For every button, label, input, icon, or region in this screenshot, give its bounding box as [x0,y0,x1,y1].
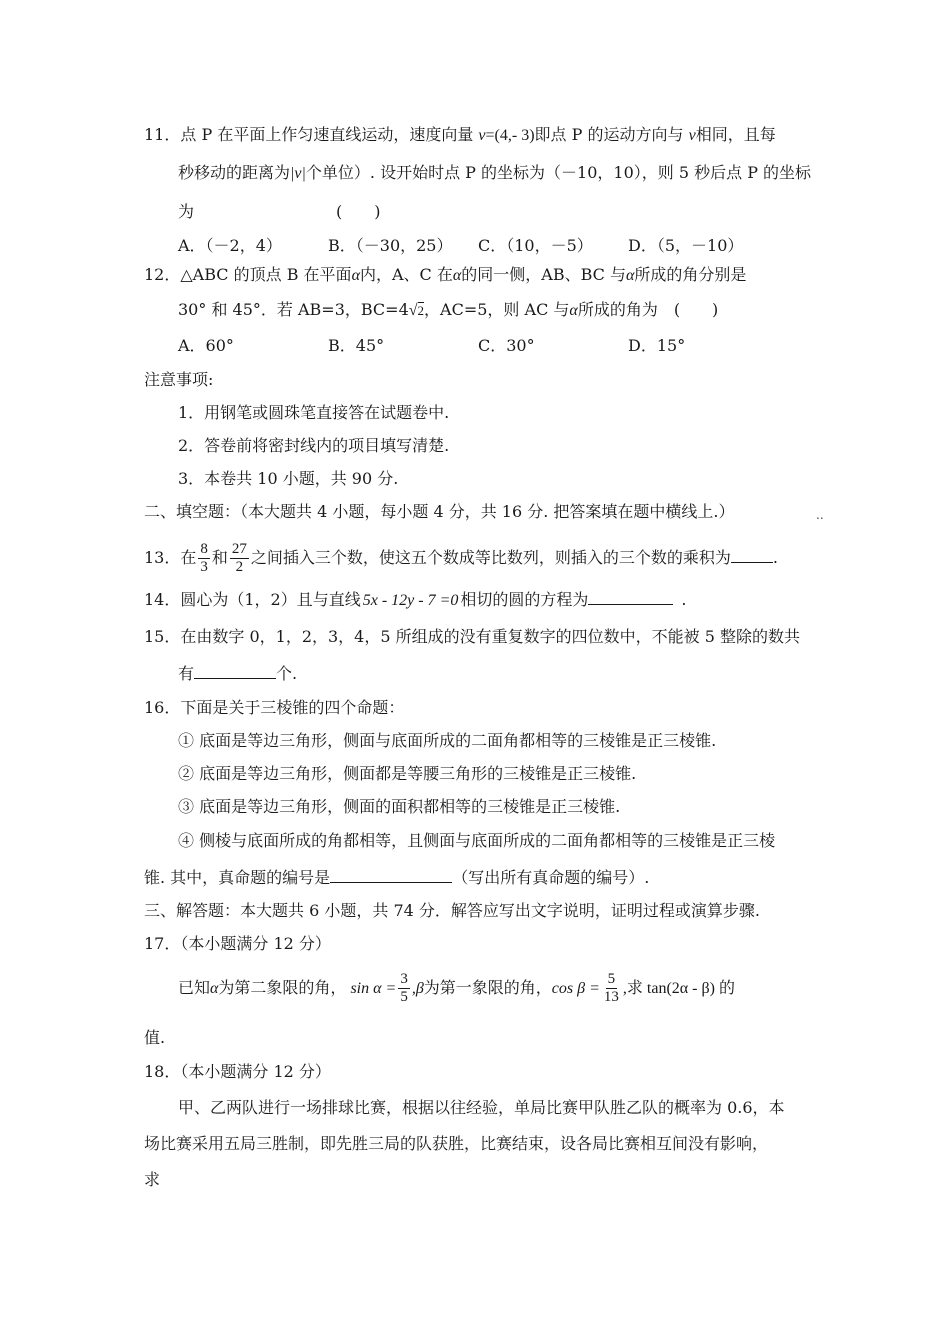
answer-paren: ( ) [336,202,381,221]
fraction-5-13: $\frac{5}{13}$ [603,971,619,1005]
fraction-3-5: $\frac{3}{5}$ [400,971,408,1005]
q13-line: 13．在 $\frac{8}{3}$ 和 $\frac{27}{2}$ 之间插入三个数，使这五个数成等比数列，则插入的三个数的乘积为 . [144,541,779,575]
section-3-title: 三、解答题：本大题共 6 小题，共 74 分．解答应写出文字说明，证明过程或演算步骤. [144,901,760,920]
answer-blank [194,664,276,679]
option-b: B．45° [328,336,385,355]
q12-line1: 12．△ABC 的顶点 B 在平面α内，A、C 在α的同一侧，AB、BC 与α所成的角分别是 [144,265,747,284]
q15-line1: 15．在由数字 0，1，2，3，4，5 所组成的没有重复数字的四位数中，不能被 5 整除的数共 [144,627,800,646]
fraction-8-3: $\frac{8}{3}$ [200,541,208,575]
q12-line2: 30° 和 45°．若 AB=3，BC=4√2，AC=5，则 AC 与α所成的角为 ( ) [178,300,719,319]
q18-line3: 求 [144,1170,161,1189]
q18-line2: 场比赛采用五局三胜制，即先胜三局的队获胜，比赛结束，设各局比赛相互间没有影响， [144,1134,769,1153]
line-equation: 5x - 12y - 7 =0 [362,592,459,609]
option-c: C．（10，－5） [478,236,593,255]
proposition-item: ① 底面是等边三角形，侧面与底面所成的二面角都相等的三棱锥是正三棱锥. [178,731,717,750]
q17-tail: 值. [144,1028,166,1047]
q11-line3: 为 ( ) [178,202,381,221]
q18-header: 18．（本小题满分 12 分） [144,1062,331,1081]
q18-line1: 甲、乙两队进行一场排球比赛，根据以往经验，单局比赛甲队胜乙队的概率为 0.6，本 [178,1098,785,1117]
answer-blank [588,590,673,605]
q12-number: 12． [144,265,181,284]
q17-line: 已知α为第二象限的角， sin α = $\frac{3}{5}$ ,β为第一象限的角，cos β = $\frac{5}{13}$ ,求 tan(2α - β) 的 [178,971,735,1005]
option-a: A．60° [178,336,234,355]
option-a: A．（－2，4） [178,236,282,255]
q16-line6: 锥. 其中，真命题的编号是 （写出所有真命题的编号）. [144,868,650,887]
proposition-item: ② 底面是等边三角形，侧面都是等腰三角形的三棱锥是正三棱锥. [178,764,637,783]
vector-v: v [478,127,486,144]
q11-line2: 秒移动的距离为|v|个单位）. 设开始时点 P 的坐标为（－10，10），则 5 秒后点 P 的坐标 [178,163,812,182]
q15-line2: 有 个. [178,664,298,683]
option-d: D．15° [628,336,686,355]
q14-line: 14．圆心为（1，2）且与直线 5x - 12y - 7 =0 相切的圆的方程为 . [144,590,687,609]
q11-line1: 11．点 P 在平面上作匀速直线运动，速度向量 v=(4,- 3)即点 P 的运动方向与 v相同，且每 [144,125,776,144]
note-item: 1．用钢笔或圆珠笔直接答在试题卷中. [178,403,450,422]
proposition-item: ④ 侧棱与底面所成的角都相等，且侧面与底面所成的二面角都相等的三棱锥是正三棱 [178,831,776,850]
stray-dots: .. [816,508,824,522]
note-item: 2．答卷前将密封线内的项目填写清楚. [178,436,450,455]
note-item: 3．本卷共 10 小题，共 90 分. [178,469,399,488]
section-2-title: 二、填空题：（本大题共 4 小题，每小题 4 分，共 16 分. 把答案填在题中横线上.） [144,502,735,521]
option-c: C．30° [478,336,535,355]
notes-title: 注意事项: [144,370,214,389]
answer-blank [731,548,773,563]
answer-blank [330,868,452,883]
q11-number: 11． [144,125,181,144]
q17-header: 17．（本小题满分 12 分） [144,934,331,953]
q16-title: 16．下面是关于三棱锥的四个命题： [144,698,405,717]
option-d: D．（5，－10） [628,236,744,255]
fraction-27-2: $\frac{27}{2}$ [231,541,247,575]
option-b: B．（－30，25） [328,236,453,255]
proposition-item: ③ 底面是等边三角形，侧面的面积都相等的三棱锥是正三棱锥. [178,797,621,816]
sqrt-two: √2 [408,302,425,319]
